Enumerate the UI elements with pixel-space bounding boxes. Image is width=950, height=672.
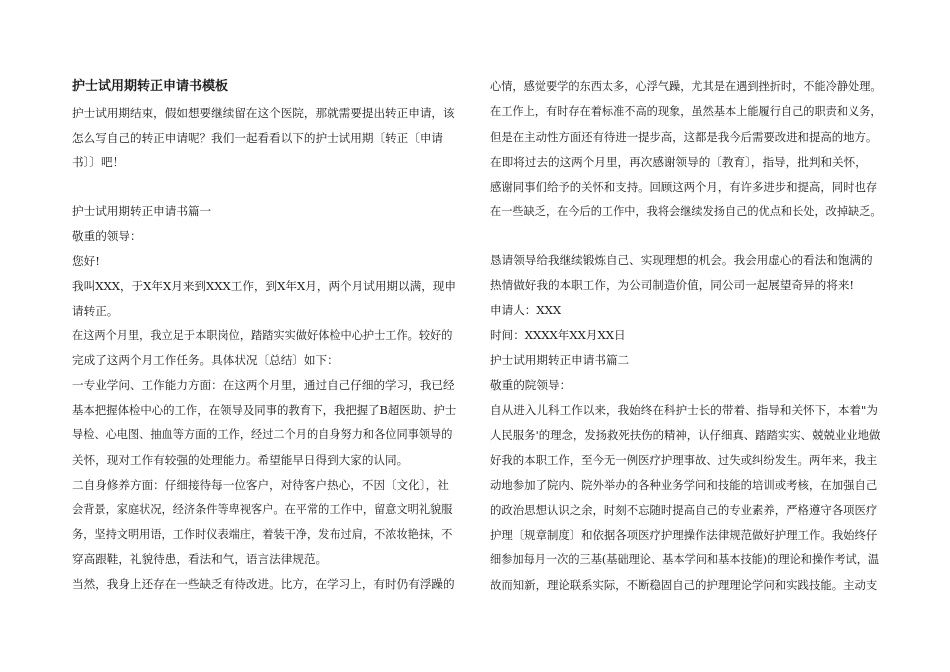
text-line: 请转正。 [72, 304, 119, 318]
text-line: 在工作上，有时存在着标准不高的现象，虽然基本上能履行自己的职责和义务， [490, 105, 882, 118]
text-line: 怎么写自己的转正申请呢？我们一起看看以下的护士试用期〔转正〔申请 [72, 131, 444, 145]
text-line: 在即将过去的这两个月里，再次感谢领导的〔教育〕，指导，批判和关怀， [490, 155, 867, 169]
text-line: 人民服务'的理念，发扬救死扶伤的精神，认仔细真、踏踏实实、兢兢业业地做 [490, 428, 881, 442]
text-line: 完成了这两个月工作任务。具体状况〔总结〕如下： [72, 353, 339, 367]
text-line: 细参加每月一次的三基(基础理论、基本学问和基本技能)的理论和操作考试，温 [490, 553, 880, 566]
text-line: 基本把握体检中心的工作，在领导及同事的教育下，我把握了B超医助、护士 [72, 403, 457, 417]
text-line: 关怀，现对工作有较强的处理能力。希望能早日得到大家的认同。 [72, 453, 409, 467]
text-line: 在这两个月里，我立足于本职岗位，踏踏实实做好体检中心护士工作。较好的 [72, 329, 453, 342]
text-line: 务，坚持文明用语，工作时仪表端庄，着装干净，发布过肩，不浓妆艳抹，不 [72, 528, 453, 541]
text-line: 护士试用期结束，假如想要继续留在这个医院，那就需要提出转正申请，该 [72, 106, 455, 120]
text-line: 会背景，家庭状况，经济条件等卑视客户。在平常的工作中，留意文明礼貌服 [72, 503, 453, 516]
date-line: 时间：XXXX年XX月XX日 [490, 328, 626, 342]
text-line: 二自身修养方面：仔细接待每一位客户，对待客户热心，不因〔文化〕，社 [72, 478, 449, 492]
applicant-line: 申请人：XXX [490, 303, 562, 317]
text-line: 导检、心电图、抽血等方面的工作，经过二个月的自身努力和各位同事领导的 [72, 428, 453, 441]
text-line: 自从进入儿科工作以来，我始终在科护士长的带着、指导和关怀下，本着"为 [490, 403, 878, 417]
text-line: 恳请领导给我继续锻炼自己、实现理想的机会。我会用虚心的看法和饱满的 [490, 253, 873, 267]
text-line: 好我的本职工作，至今无一例医疗护理事故、过失或纠纷发生。两年来，我主 [490, 453, 878, 467]
text-line: 我叫XXX，于X年X月来到XXX工作，到X年X月，两个月试用期以满，现申 [72, 279, 456, 293]
text-line: 护理〔规章制度〕和依据各项医疗护理操作法律规范做好护理工作。我始终仔 [490, 528, 878, 542]
text-line: 的政治思想认识之余，时刻不忘随时提高自己的专业素养，严格遵守各项医疗 [490, 503, 878, 517]
document-title: 护士试用期转正申请书模板 [72, 79, 229, 94]
text-line: 一专业学问、工作能力方面：在这两个月里，通过自己仔细的学习，我已经 [72, 378, 455, 392]
text-line: 当然，我身上还存在一些缺乏有待改进。比方，在学习上，有时仍有浮躁的 [72, 577, 455, 591]
text-line: 心情，感觉要学的东西太多，心浮气躁，尤其是在遇到挫折时，不能冷静处理。 [490, 80, 882, 93]
salutation: 敬重的院领导： [490, 378, 572, 392]
section-heading: 护士试用期转正申请书篇二 [490, 353, 630, 367]
salutation: 敬重的领导： [72, 229, 142, 243]
text-line: 在一些缺乏，在今后的工作中，我将会继续发扬自己的优点和长处，改掉缺乏。 [490, 205, 882, 218]
text-line: 故而知新，理论联系实际，不断稳固自己的护理理论学问和实践技能。主动支 [490, 578, 878, 592]
text-line: 书〕〕吧！ [72, 155, 125, 169]
text-line: 感谢同事们给予的关怀和支持。回顾这两个月，有许多进步和提高，同时也存 [490, 180, 878, 194]
section-heading: 护士试用期转正申请书篇一 [72, 204, 212, 218]
text-line: 热情做好我的本职工作，为公司制造价值，同公司一起展望奇异的将来! [490, 278, 855, 292]
text-line: 穿高跟鞋，礼貌待患，看法和气，语言法律规范。 [72, 552, 328, 566]
text-line: 但是在主动性方面还有待进一提步高，这都是我今后需要改进和提高的地方。 [490, 130, 878, 144]
text-line: 动地参加了院内、院外举办的各种业务学问和技能的培训或考核，在加强自己 [490, 478, 878, 492]
greeting: 您好! [72, 254, 100, 268]
